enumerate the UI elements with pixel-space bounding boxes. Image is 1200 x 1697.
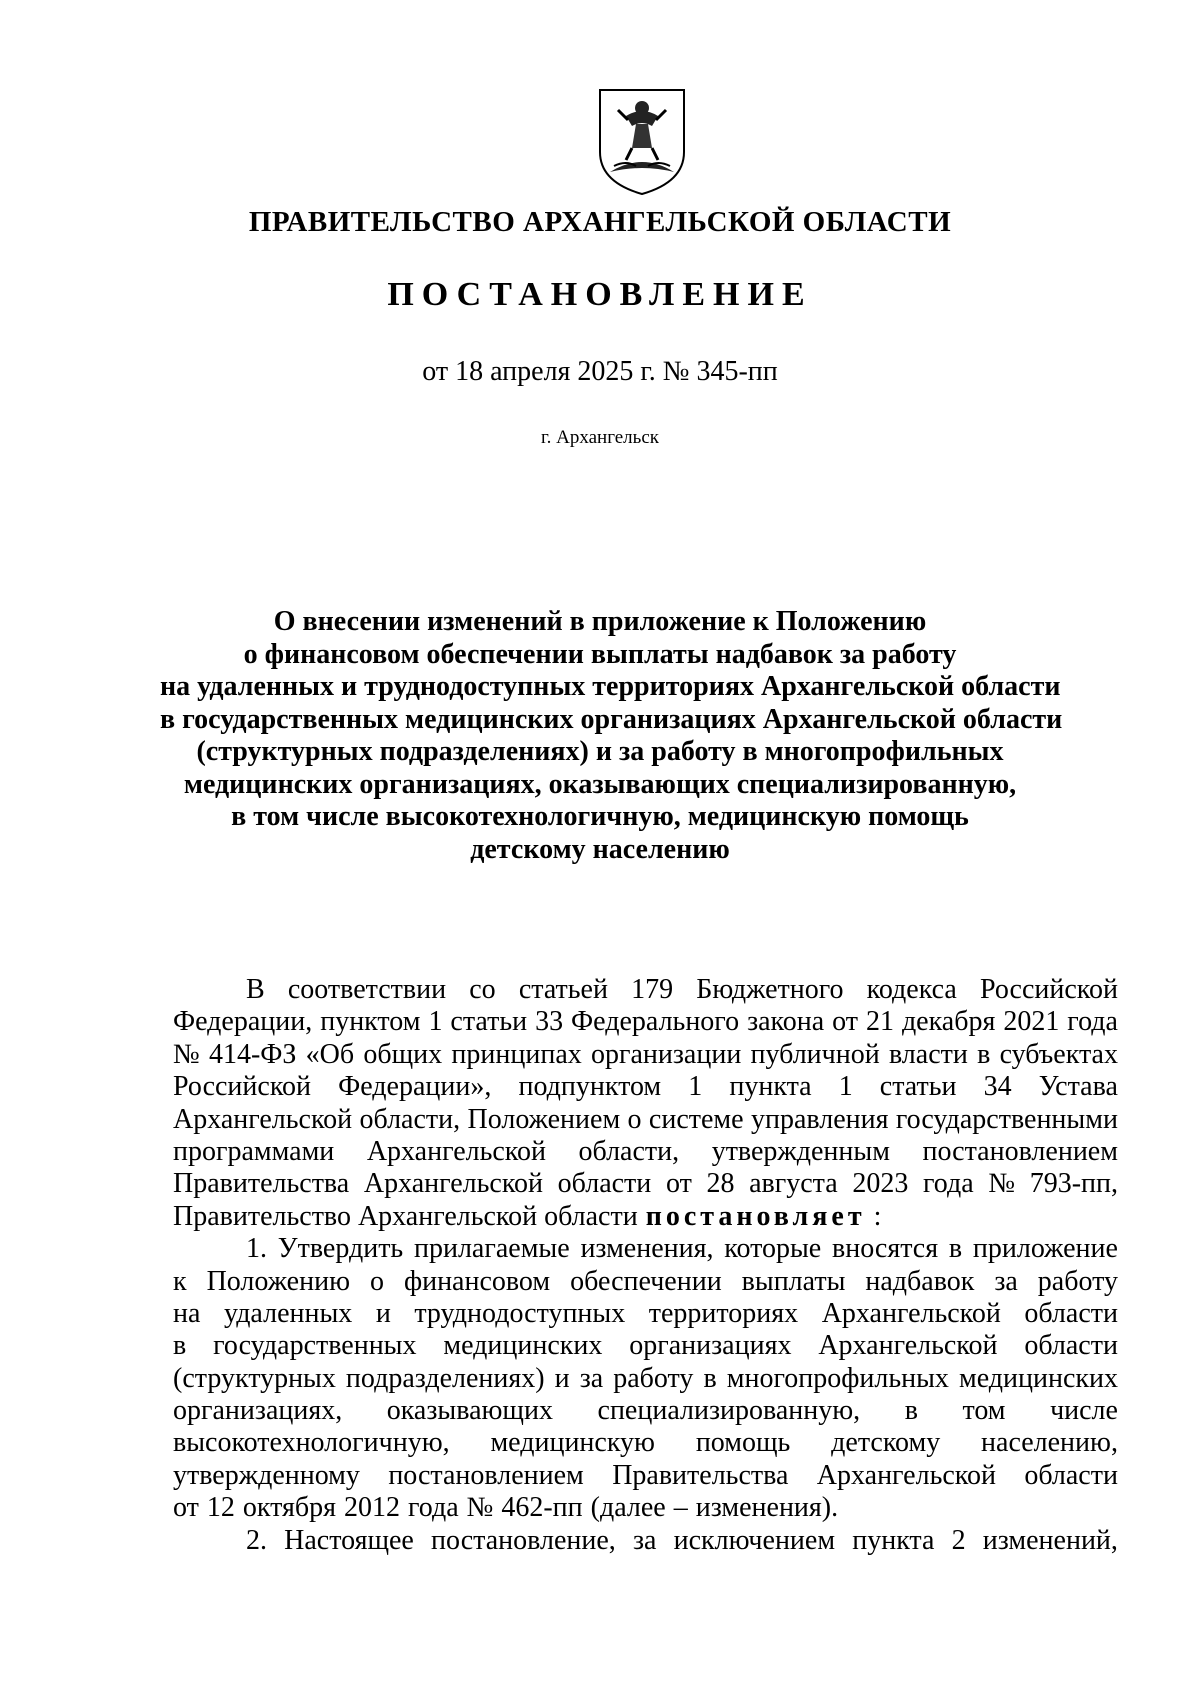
word: программами [173, 1135, 335, 1167]
word: 414-ФЗ [208, 1038, 297, 1070]
word: системе [648, 1103, 744, 1135]
word: медицинских [958, 1362, 1118, 1394]
word: 34 [983, 1071, 1012, 1103]
word: декабря [901, 1006, 996, 1038]
body-line [173, 1136, 1118, 1168]
word: области [1024, 1459, 1118, 1491]
word: Архангельской [818, 1330, 998, 1362]
word: 2021 [1003, 1006, 1060, 1038]
word: – [673, 1492, 688, 1524]
word: государственными [895, 1103, 1118, 1135]
word: года [1067, 1006, 1118, 1038]
word: детскому [831, 1427, 941, 1459]
word: области [1024, 1330, 1118, 1362]
word: Федерации, [173, 1006, 313, 1038]
word: о [369, 1265, 384, 1297]
word: статьей [518, 974, 608, 1005]
word: 2. [246, 1524, 267, 1556]
word: в [173, 1330, 187, 1362]
colon: : [873, 1200, 882, 1232]
word: подразделениях) [345, 1362, 545, 1394]
word: утвержденному [173, 1459, 360, 1491]
body-line [173, 1071, 1118, 1103]
word: Архангельской [363, 1168, 544, 1200]
word: соответствии [287, 974, 447, 1005]
coat-of-arms-emblem [596, 86, 688, 198]
word: Федерального [571, 1006, 740, 1038]
word: в [948, 1233, 963, 1265]
word: которые [724, 1233, 822, 1265]
word: от [665, 1168, 692, 1200]
word: кодекса [866, 974, 957, 1005]
word: № [988, 1168, 1016, 1200]
word: утвержденным [711, 1135, 890, 1167]
word: оказывающих [386, 1395, 553, 1427]
word: власти [888, 1038, 968, 1070]
word: изменений, [982, 1524, 1118, 1556]
body-line [173, 1201, 1118, 1233]
body-line [173, 1039, 1118, 1071]
word: от [173, 1492, 199, 1524]
word: области, [359, 1103, 461, 1135]
word: Архангельской [821, 1297, 1001, 1329]
body-line [173, 1525, 1118, 1557]
word: подпунктом [518, 1071, 662, 1103]
word: надбавок [865, 1265, 975, 1297]
word: прилагаемые [413, 1233, 570, 1265]
word: исключением [673, 1524, 836, 1556]
body-line [173, 1330, 1118, 1362]
word: постановление, [431, 1524, 616, 1556]
body-line [173, 1233, 1118, 1265]
body-line [173, 1006, 1118, 1038]
word: в [977, 1038, 991, 1070]
word: 793-пп, [1029, 1168, 1118, 1200]
word: пункта [729, 1071, 812, 1103]
word: области [1024, 1297, 1118, 1329]
word: Российской [979, 974, 1118, 1005]
word: № [173, 1038, 200, 1070]
word: работу [613, 1362, 694, 1394]
word: Положению [206, 1265, 350, 1297]
word: Правительства [173, 1168, 350, 1200]
word: 462-пп [501, 1492, 583, 1524]
body-line [173, 1395, 1118, 1427]
word: пункта [852, 1524, 935, 1556]
word: изменения). [695, 1492, 839, 1524]
word: № [466, 1492, 494, 1524]
word: 2012 [343, 1492, 400, 1524]
word: 12 [206, 1492, 235, 1524]
word: статьи [879, 1071, 957, 1103]
word: 2023 [852, 1168, 909, 1200]
body-line [173, 1363, 1118, 1395]
word: Архангельской [173, 1103, 353, 1135]
body-line [173, 1104, 1118, 1136]
title-line: в государственных медицинских организациях Архангельской области [160, 703, 1063, 735]
word: территориях [648, 1297, 799, 1329]
title-line: в том числе высокотехнологичную, медицинскую помощь [231, 801, 969, 832]
word: и [554, 1362, 570, 1394]
word: Архангельской [816, 1459, 996, 1491]
word: закона [747, 1006, 825, 1038]
word: обеспечении [570, 1265, 722, 1297]
title-line: (структурных подразделениях) и за работу в многопрофильных [196, 736, 1004, 767]
government-name: ПРАВИТЕЛЬСТВО АРХАНГЕЛЬСКОЙ ОБЛАСТИ [248, 206, 952, 238]
body-line [173, 974, 1118, 1006]
word: Архангельской [366, 1135, 546, 1167]
word: статьи [450, 1006, 528, 1038]
body-text: Правительство Архангельской области [173, 1200, 638, 1232]
word: медицинских [443, 1330, 603, 1362]
word: года [407, 1492, 459, 1524]
word: том [962, 1395, 1006, 1427]
word: труднодоступных [414, 1297, 626, 1329]
word: постановлением [922, 1135, 1118, 1167]
body-line [173, 1492, 1118, 1524]
word: работу [1037, 1265, 1118, 1297]
document-type: ПОСТАНОВЛЕНИЕ [387, 276, 813, 313]
word: числе [1050, 1395, 1118, 1427]
word: Положением [467, 1103, 621, 1135]
word: Российской [173, 1071, 311, 1103]
word: управления [750, 1103, 889, 1135]
word: публичной [750, 1038, 880, 1070]
body-line [173, 1427, 1118, 1459]
word: Бюджетного [696, 974, 844, 1005]
word: 1 [428, 1006, 443, 1038]
title-line: О внесении изменений в приложение к Положению [273, 606, 927, 637]
body-line [173, 1168, 1118, 1200]
word: августа [749, 1168, 838, 1200]
word: 179 [631, 974, 674, 1005]
word: со [469, 974, 496, 1005]
word: вносятся [831, 1233, 939, 1265]
word: общих [363, 1038, 443, 1070]
word: принципах [451, 1038, 582, 1070]
word: 2 [951, 1524, 966, 1556]
word: организациях [629, 1330, 792, 1362]
word: пунктом [320, 1006, 421, 1038]
city: г. Архангельск [540, 427, 659, 448]
word: организации [590, 1038, 742, 1070]
word: выплаты [741, 1265, 846, 1297]
body-line [173, 1460, 1118, 1492]
word: постановлением [388, 1459, 584, 1491]
word: года [923, 1168, 974, 1200]
word: населению, [981, 1427, 1118, 1459]
word: 1 [838, 1071, 853, 1103]
word: Устава [1038, 1071, 1118, 1103]
word: многопрофильных [726, 1362, 949, 1394]
word: в [904, 1395, 918, 1427]
word: области, [578, 1135, 680, 1167]
word: государственных [213, 1330, 417, 1362]
word: высокотехнологичную, [173, 1427, 450, 1459]
word: и [375, 1297, 391, 1329]
word: 1. [246, 1233, 267, 1265]
title-line: детскому населению [470, 833, 730, 865]
body-line [173, 1298, 1118, 1330]
word: на [173, 1297, 201, 1329]
word: (далее [590, 1492, 666, 1524]
word: октября [242, 1492, 336, 1524]
title-line: медицинских организациях, оказывающих специализированную, [183, 768, 1017, 800]
word: изменения, [580, 1233, 714, 1265]
word: «Об [305, 1038, 355, 1070]
word: приложение [972, 1233, 1118, 1265]
word: за [994, 1265, 1018, 1297]
date-and-number: от 18 апреля 2025 г. № 345-пп [422, 356, 778, 387]
word: за [579, 1362, 604, 1394]
body-line [173, 1266, 1118, 1298]
word: области [557, 1168, 652, 1200]
resolves-word: постановляет [645, 1200, 866, 1232]
word: организациях, [173, 1395, 343, 1427]
word: за [632, 1524, 657, 1556]
word: Федерации», [338, 1071, 492, 1103]
word: 1 [688, 1071, 703, 1103]
word: медицинскую [490, 1427, 655, 1459]
word: (структурных [173, 1362, 336, 1394]
word: специализированную, [597, 1395, 861, 1427]
word: к [173, 1265, 187, 1297]
word: Правительства [612, 1459, 789, 1491]
word: удаленных [223, 1297, 353, 1329]
resolution-body [173, 974, 1118, 1557]
word: в [703, 1362, 717, 1394]
title-line: на удаленных и труднодоступных территориях Архангельской области [160, 671, 1061, 702]
word: В [246, 974, 265, 1005]
resolution-title [160, 606, 1063, 866]
title-line: о финансовом обеспечении выплаты надбавок за работу [243, 638, 957, 670]
word: от [832, 1006, 858, 1038]
word: финансовом [403, 1265, 551, 1297]
word: 33 [535, 1006, 564, 1038]
word: о [627, 1103, 642, 1135]
word: 21 [865, 1006, 894, 1038]
word: 28 [706, 1168, 735, 1200]
word: помощь [695, 1427, 791, 1459]
word: Утвердить [277, 1233, 404, 1265]
word: Настоящее [284, 1524, 414, 1556]
word: субъектах [999, 1038, 1118, 1070]
